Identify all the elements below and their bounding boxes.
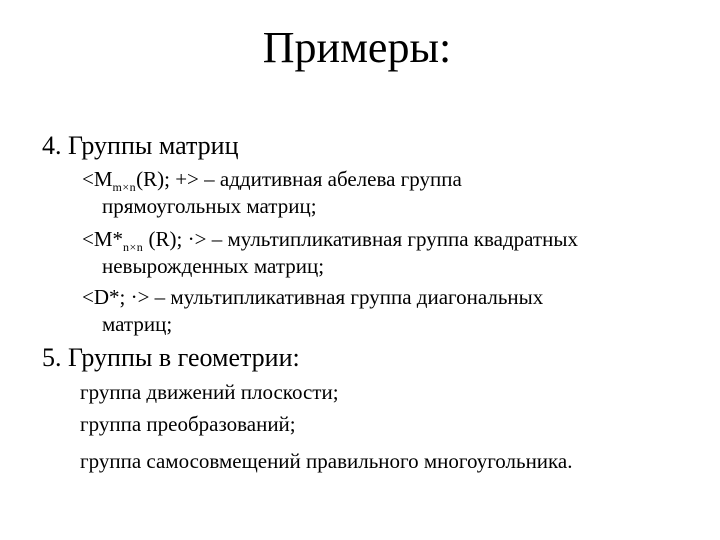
item-text: (R); ·> – мультипликативная группа квадратных (143, 227, 578, 251)
list-item-diagonal: <D*; ·> – мультипликативная группа диагональных (82, 285, 544, 309)
list-item-motions: группа движений плоскости; (80, 380, 339, 404)
item-text: (R); +> – аддитивная абелева группа (136, 167, 462, 191)
item-subscript: n×n (123, 240, 144, 254)
list-item-self-alignments: группа самосовмещений правильного многоугольника. (80, 449, 573, 473)
list-item-continuation: прямоугольных матриц; (102, 194, 317, 218)
slide-title-text: Примеры: (262, 23, 452, 72)
item-subscript: m×n (112, 180, 137, 194)
section-heading-geometry-groups: 5. Группы в геометрии: (42, 343, 300, 372)
list-item-transformations: группа преобразований; (80, 412, 296, 436)
item-prefix: <M (82, 167, 113, 191)
section-heading-matrix-groups: 4. Группы матриц (42, 131, 239, 160)
slide-title (0, 22, 720, 74)
list-item-continuation: матриц; (102, 312, 173, 336)
list-item-continuation: невырожденных матриц; (102, 254, 325, 278)
item-prefix: <M* (82, 227, 124, 251)
